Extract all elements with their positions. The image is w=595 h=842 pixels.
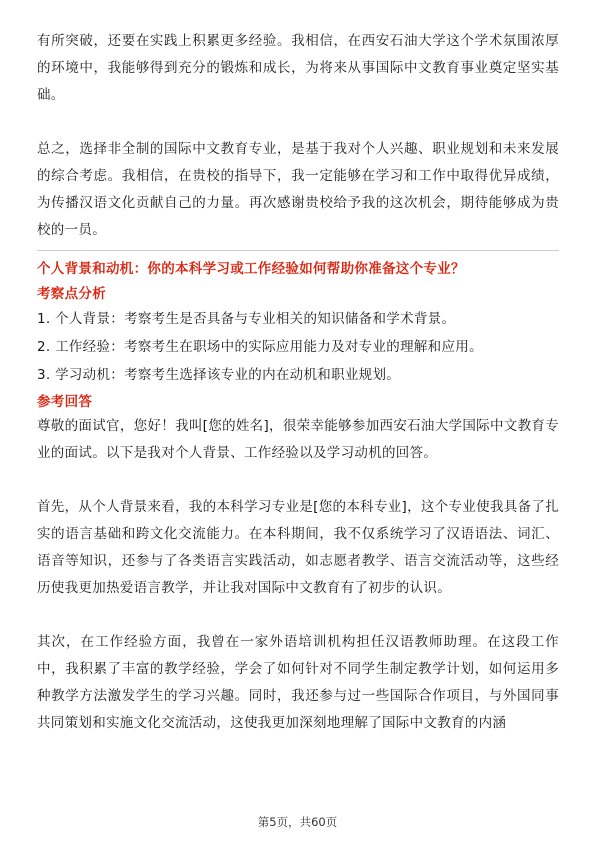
- analysis-item: 3. 学习动机：考察考生选择该专业的内在动机和职业规划。: [37, 367, 401, 383]
- answer-heading: 参考回答: [37, 394, 93, 410]
- document-page: [37, 28, 559, 737]
- paragraph-conclusion: 总之，选择非全制的国际中文教育专业，是基于我对个人兴趣、职业规划和未来发展的综合考虑。我相信，在贵校的指导下，我一定能够在学习和工作中取得优异成绩，为传播汉语文化贡献自己的力量。再次感谢贵校给予我的这次机会，期待能够成为贵校的一员。: [37, 141, 559, 238]
- paragraph-gap: [37, 602, 559, 629]
- question-title: 个人背景和动机：你的本科学习或工作经验如何帮助你准备这个专业？: [37, 261, 465, 277]
- paragraph-gap: [37, 467, 559, 494]
- analysis-heading: 考察点分析: [37, 286, 106, 302]
- page-number-footer: 第5页，共60页: [257, 815, 338, 829]
- answer-paragraph: 尊敬的面试官，您好！我叫[您的姓名]，很荣幸能够参加西安石油大学国际中文教育专业的面试。以下是我对个人背景、工作经验以及学习动机的回答。: [37, 418, 559, 461]
- paragraph-continuation: 有所突破，还要在实践上积累更多经验。我相信，在西安石油大学这个学术氛围浓厚的环境中，我能够得到充分的锻炼和成长，为将来从事国际中文教育事业奠定坚实基础。: [37, 33, 559, 103]
- paragraph-gap: [37, 109, 559, 136]
- analysis-item: 2. 工作经验：考察考生在职场中的实际应用能力及对专业的理解和应用。: [37, 339, 483, 355]
- section-divider: [37, 250, 559, 251]
- answer-paragraph: 首先，从个人背景来看，我的本科学习专业是[您的本科专业]，这个专业使我具备了扎实的语言基础和跨文化交流能力。在本科期间，我不仅系统学习了汉语语法、词汇、语音等知识，还参与了各类语言实践活动，如志愿者教学、语言交流活动等，这些经历使我更加热爱语言教学，并让我对国际中文教育有了初步的认识。: [37, 499, 559, 596]
- analysis-item: 1. 个人背景：考察考生是否具备与专业相关的知识储备和学术背景。: [37, 311, 456, 327]
- answer-paragraph: 其次，在工作经验方面，我曾在一家外语培训机构担任汉语教师助理。在这段工作中，我积累了丰富的教学经验，学会了如何针对不同学生制定教学计划，如何运用多种教学方法激发学生的学习兴趣。同时，我还参与过一些国际合作项目，与外国同事共同策划和实施文化交流活动，这使我更加深刻地理解了国际中文教育的内涵: [37, 634, 559, 731]
